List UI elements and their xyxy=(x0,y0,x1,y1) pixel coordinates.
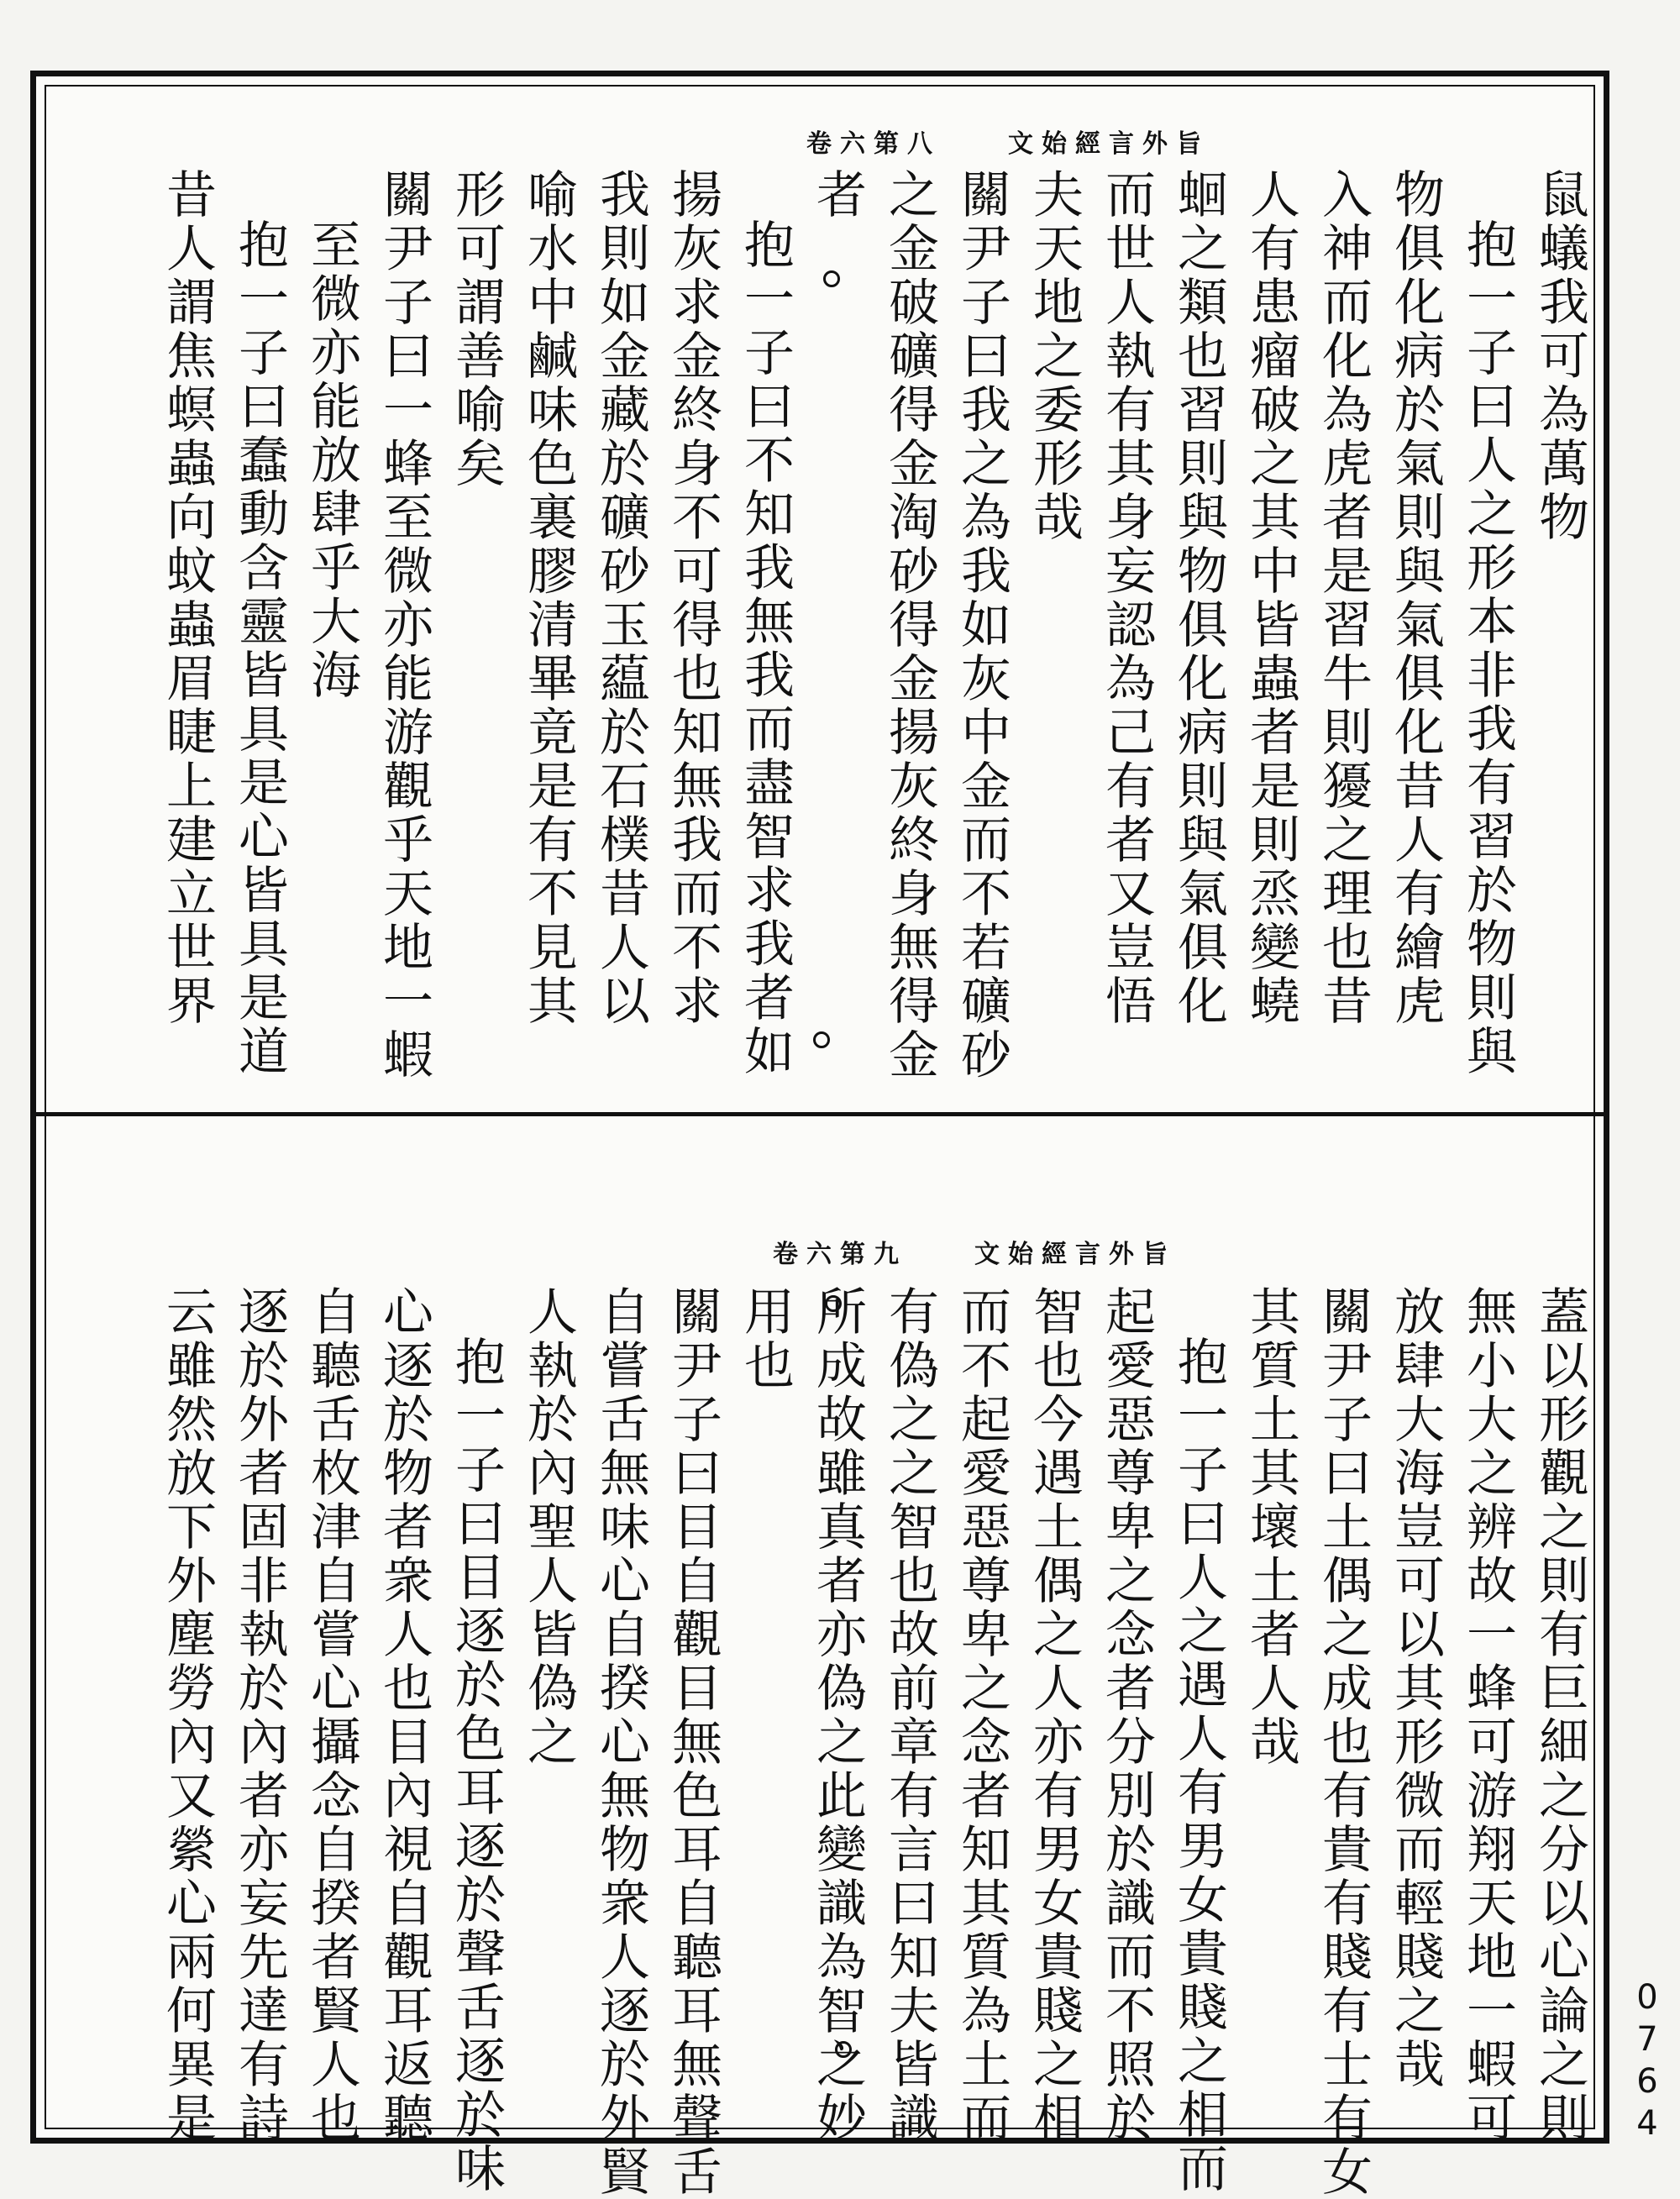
text-column: 揚灰求金終身不可得也知無我而不求 xyxy=(664,168,722,1028)
text-column: 而不起愛惡尊卑之念者知其質為土而 xyxy=(953,1285,1011,2145)
text-column: 人有患瘤破之其中皆蟲者是則烝變蟯 xyxy=(1242,168,1300,1028)
text-column: 云雖然放下外塵勞內又縈心兩何異是 xyxy=(158,1285,217,2145)
text-column: 智也今遇土偶之人亦有男女貴賤之相 xyxy=(1025,1285,1084,2145)
text-column: 關尹子曰我之為我如灰中金而不若礦砂 xyxy=(953,168,1011,1082)
text-column: 抱一子曰人之遇人有男女貴賤之相而 xyxy=(1169,1336,1228,2196)
paragraph-marker xyxy=(825,1295,842,1312)
bottom-page-header-title: 文始經言外旨 xyxy=(974,1240,1176,1269)
text-column: 抱一子曰人之形本非我有習於物則與 xyxy=(1458,218,1517,1079)
text-column: 我則如金藏於礦砂玉藴於石樸昔人以 xyxy=(591,168,650,1028)
paragraph-marker xyxy=(823,270,840,287)
text-column: 喻水中鹹味色裏膠清畢竟是有不見其 xyxy=(519,168,578,1028)
text-column: 夫天地之委形哉 xyxy=(1025,168,1084,544)
paragraph-marker xyxy=(813,1031,830,1048)
text-column: 其質土其壞土者人哉 xyxy=(1242,1285,1300,1769)
text-column: 關尹子曰目自觀目無色耳自聽耳無聲舌 xyxy=(664,1285,722,2199)
text-column: 者 xyxy=(808,168,867,222)
text-column: 昔人謂焦螟蟲向蚊蟲眉睫上建立世界 xyxy=(158,168,217,1028)
text-column: 之金破礦得金淘砂得金揚灰終身無得金 xyxy=(880,168,939,1082)
text-column: 有偽之之智也故前章有言曰知夫皆識 xyxy=(880,1285,939,2145)
text-column: 抱一子曰不知我無我而盡智求我者如 xyxy=(736,218,795,1079)
page-number: 0764 xyxy=(1628,1978,1667,2146)
text-column: 抱一子曰蠢動含靈皆具是心皆具是道 xyxy=(230,218,289,1079)
text-column: 用也 xyxy=(736,1285,795,1393)
text-column: 心逐於物者衆人也目內視自觀耳返聽 xyxy=(375,1285,433,2145)
bottom-page-text xyxy=(151,1285,1596,2199)
text-column: 無小大之辨故一蜂可游翔天地一蝦可 xyxy=(1458,1285,1517,2145)
top-page-text xyxy=(151,168,1596,1082)
text-column: 而世人執有其身妄認為己有者又豈悟 xyxy=(1097,168,1156,1028)
text-column: 逐於外者固非執於內者亦妄先達有詩 xyxy=(230,1285,289,2145)
page-divider xyxy=(30,1112,1609,1116)
text-column: 鼠蟻我可為萬物 xyxy=(1530,168,1589,544)
bottom-page-header-volume: 卷六第九 xyxy=(773,1240,907,1269)
top-page-header-volume: 卷六第八 xyxy=(806,129,941,159)
text-column: 蛔之類也習則與物俱化病則與氣俱化 xyxy=(1169,168,1228,1028)
text-column: 至微亦能放肆乎大海 xyxy=(302,218,361,702)
text-column: 蓋以形觀之則有巨細之分以心論之則 xyxy=(1530,1285,1589,2145)
top-page-header-title: 文始經言外旨 xyxy=(1008,129,1210,159)
text-column: 形可謂善喻矣 xyxy=(447,168,506,491)
bottom-page-header xyxy=(773,1233,1176,1270)
text-column: 人執於內聖人皆偽之 xyxy=(519,1285,578,1769)
text-column: 所成故雖真者亦偽之此變識為智之妙 xyxy=(808,1285,867,2145)
text-column: 放肆大海豈可以其形微而輕賤之哉 xyxy=(1386,1285,1445,2091)
text-column: 入神而化為虎者是習牛則獶之理也昔 xyxy=(1314,168,1373,1028)
text-column: 關尹子曰土偶之成也有貴有賤有士有女 xyxy=(1314,1285,1373,2199)
text-column: 物俱化病於氣則與氣俱化昔人有繪虎 xyxy=(1386,168,1445,1028)
top-page-header xyxy=(806,123,1210,160)
text-column: 自聽舌枚津自嘗心攝念自揆者賢人也 xyxy=(302,1285,361,2145)
text-column: 自嘗舌無味心自揆心無物衆人逐於外賢 xyxy=(591,1285,650,2199)
text-column: 抱一子曰目逐於色耳逐於聲舌逐於味 xyxy=(447,1336,506,2196)
text-column: 起愛惡尊卑之念者分別於識而不照於 xyxy=(1097,1285,1156,2145)
paragraph-marker xyxy=(835,2041,852,2058)
text-column: 關尹子曰一蜂至微亦能游觀乎天地一蝦 xyxy=(375,168,433,1082)
